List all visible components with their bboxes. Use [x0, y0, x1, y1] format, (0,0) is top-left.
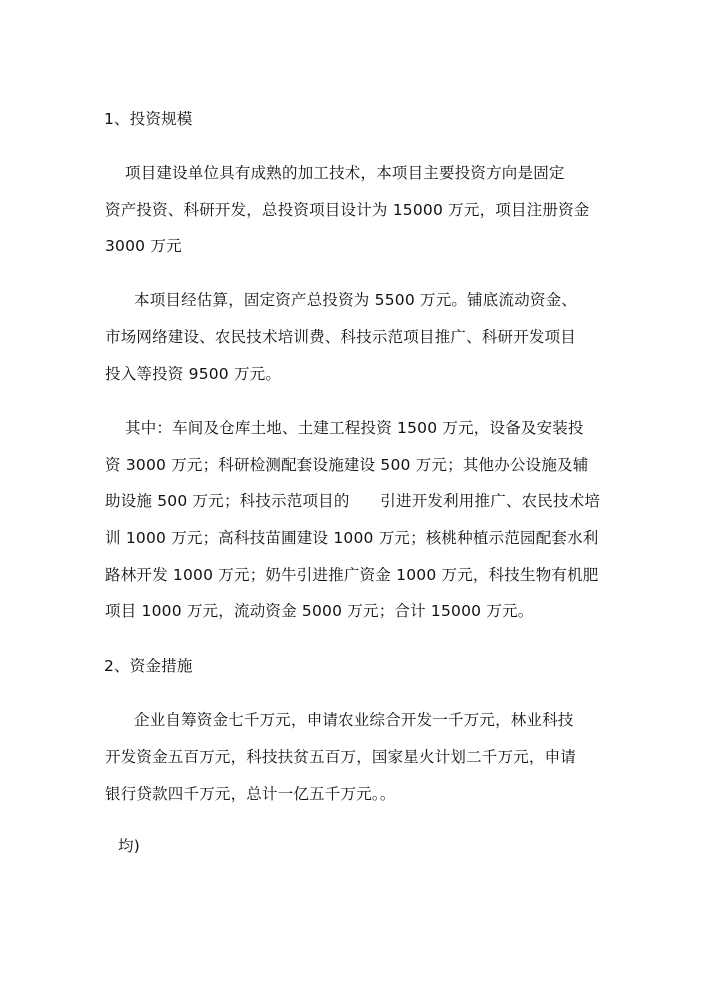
- paragraph-line: 银行贷款四千万元，总计一亿五千万元。。: [105, 785, 396, 803]
- paragraph-line: 助设施 500 万元；科技示范项目的 引进开发利用推广、农民技术培: [105, 492, 601, 510]
- section-heading-investment-scale: 1、投资规模: [104, 110, 193, 128]
- paragraph-line: 本项目经估算，固定资产总投资为 5500 万元。铺底流动资金、: [134, 291, 578, 309]
- paragraph-line: 资 3000 万元；科研检测配套设施建设 500 万元；其他办公设施及辅: [105, 456, 589, 474]
- paragraph-line: 开发资金五百万元，科技扶贫五百万，国家星火计划二千万元，申请: [105, 748, 577, 766]
- paragraph-line: 企业自筹资金七千万元，申请农业综合开发一千万元，林业科技: [134, 711, 574, 729]
- paragraph-line: 其中：车间及仓库土地、土建工程投资 1500 万元，设备及安装投: [125, 419, 584, 437]
- paragraph-line: 资产投资、科研开发，总投资项目设计为 15000 万元，项目注册资金: [105, 201, 590, 219]
- paragraph-line: 路林开发 1000 万元；奶牛引进推广资金 1000 万元，科技生物有机肥: [105, 566, 599, 584]
- section-heading-funding-measures: 2、资金措施: [104, 657, 193, 675]
- paragraph-line: 训 1000 万元；高科技苗圃建设 1000 万元；核桃种植示范园配套水利: [105, 529, 599, 547]
- paragraph-line: 投入等投资 9500 万元。: [105, 365, 282, 383]
- paragraph-line: 市场网络建设、农民技术培训费、科技示范项目推广、科研开发项目: [105, 328, 577, 346]
- paragraph-line: 项目建设单位具有成熟的加工技术，本项目主要投资方向是固定: [125, 164, 565, 182]
- text-fragment: 均): [118, 837, 140, 855]
- paragraph-line: 3000 万元: [105, 237, 182, 255]
- paragraph-line: 项目 1000 万元，流动资金 5000 万元；合计 15000 万元。: [105, 602, 534, 620]
